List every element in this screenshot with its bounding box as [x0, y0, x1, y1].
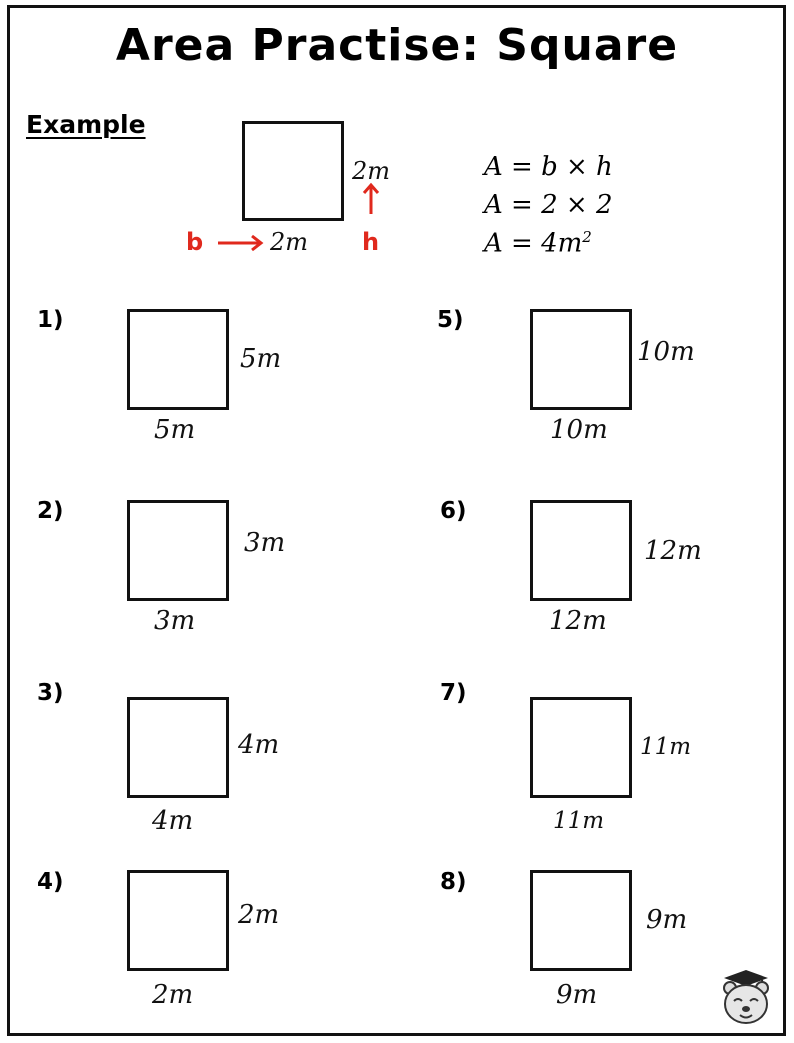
base-marker: b	[186, 228, 204, 256]
example-side-label: 2m	[352, 157, 391, 185]
problem-bottom-label: 3m	[154, 606, 196, 636]
problem-bottom-label: 12m	[549, 606, 607, 636]
example-heading: Example	[26, 110, 146, 139]
problem-bottom-label: 5m	[154, 415, 196, 445]
height-marker: h	[362, 228, 380, 256]
problem-number: 5)	[437, 307, 464, 333]
problem-bottom-label: 2m	[152, 980, 194, 1010]
problem-square	[127, 697, 229, 798]
problem-side-label: 10m	[637, 337, 695, 367]
formula-line-3: $A = 4m^2$	[484, 228, 592, 259]
height-arrow-icon	[362, 182, 380, 216]
problem-side-label: 12m	[644, 536, 702, 566]
problem-square	[127, 309, 229, 410]
formula-line-1: A = b × h	[484, 152, 613, 182]
problem-bottom-label: 10m	[550, 415, 608, 445]
problem-number: 1)	[37, 307, 64, 333]
example-bottom-label: 2m	[270, 228, 309, 256]
problem-square	[530, 500, 632, 601]
base-arrow-icon	[216, 233, 264, 253]
problem-side-label: 4m	[238, 730, 280, 760]
problem-number: 3)	[37, 680, 64, 706]
problem-number: 6)	[440, 498, 467, 524]
problem-side-label: 2m	[238, 900, 280, 930]
worksheet-border	[7, 5, 786, 1036]
problem-square	[127, 870, 229, 971]
problem-number: 4)	[37, 869, 64, 895]
problem-number: 2)	[37, 498, 64, 524]
problem-side-label: 3m	[244, 528, 286, 558]
problem-square	[530, 697, 632, 798]
problem-bottom-label: 9m	[556, 980, 598, 1010]
page-title: Area Practise: Square	[115, 20, 679, 71]
problem-side-label: 9m	[646, 905, 688, 935]
problem-square	[530, 309, 632, 410]
example-square	[242, 121, 344, 221]
problem-side-label: 5m	[240, 344, 282, 374]
problem-square	[127, 500, 229, 601]
formula-line-2: A = 2 × 2	[484, 190, 613, 220]
problem-number: 8)	[440, 869, 467, 895]
problem-bottom-label: 4m	[152, 806, 194, 836]
panda-graduate-icon	[718, 968, 774, 1026]
problem-side-label: 11m	[640, 734, 692, 760]
problem-square	[530, 870, 632, 971]
problem-number: 7)	[440, 680, 467, 706]
problem-bottom-label: 11m	[553, 808, 605, 834]
